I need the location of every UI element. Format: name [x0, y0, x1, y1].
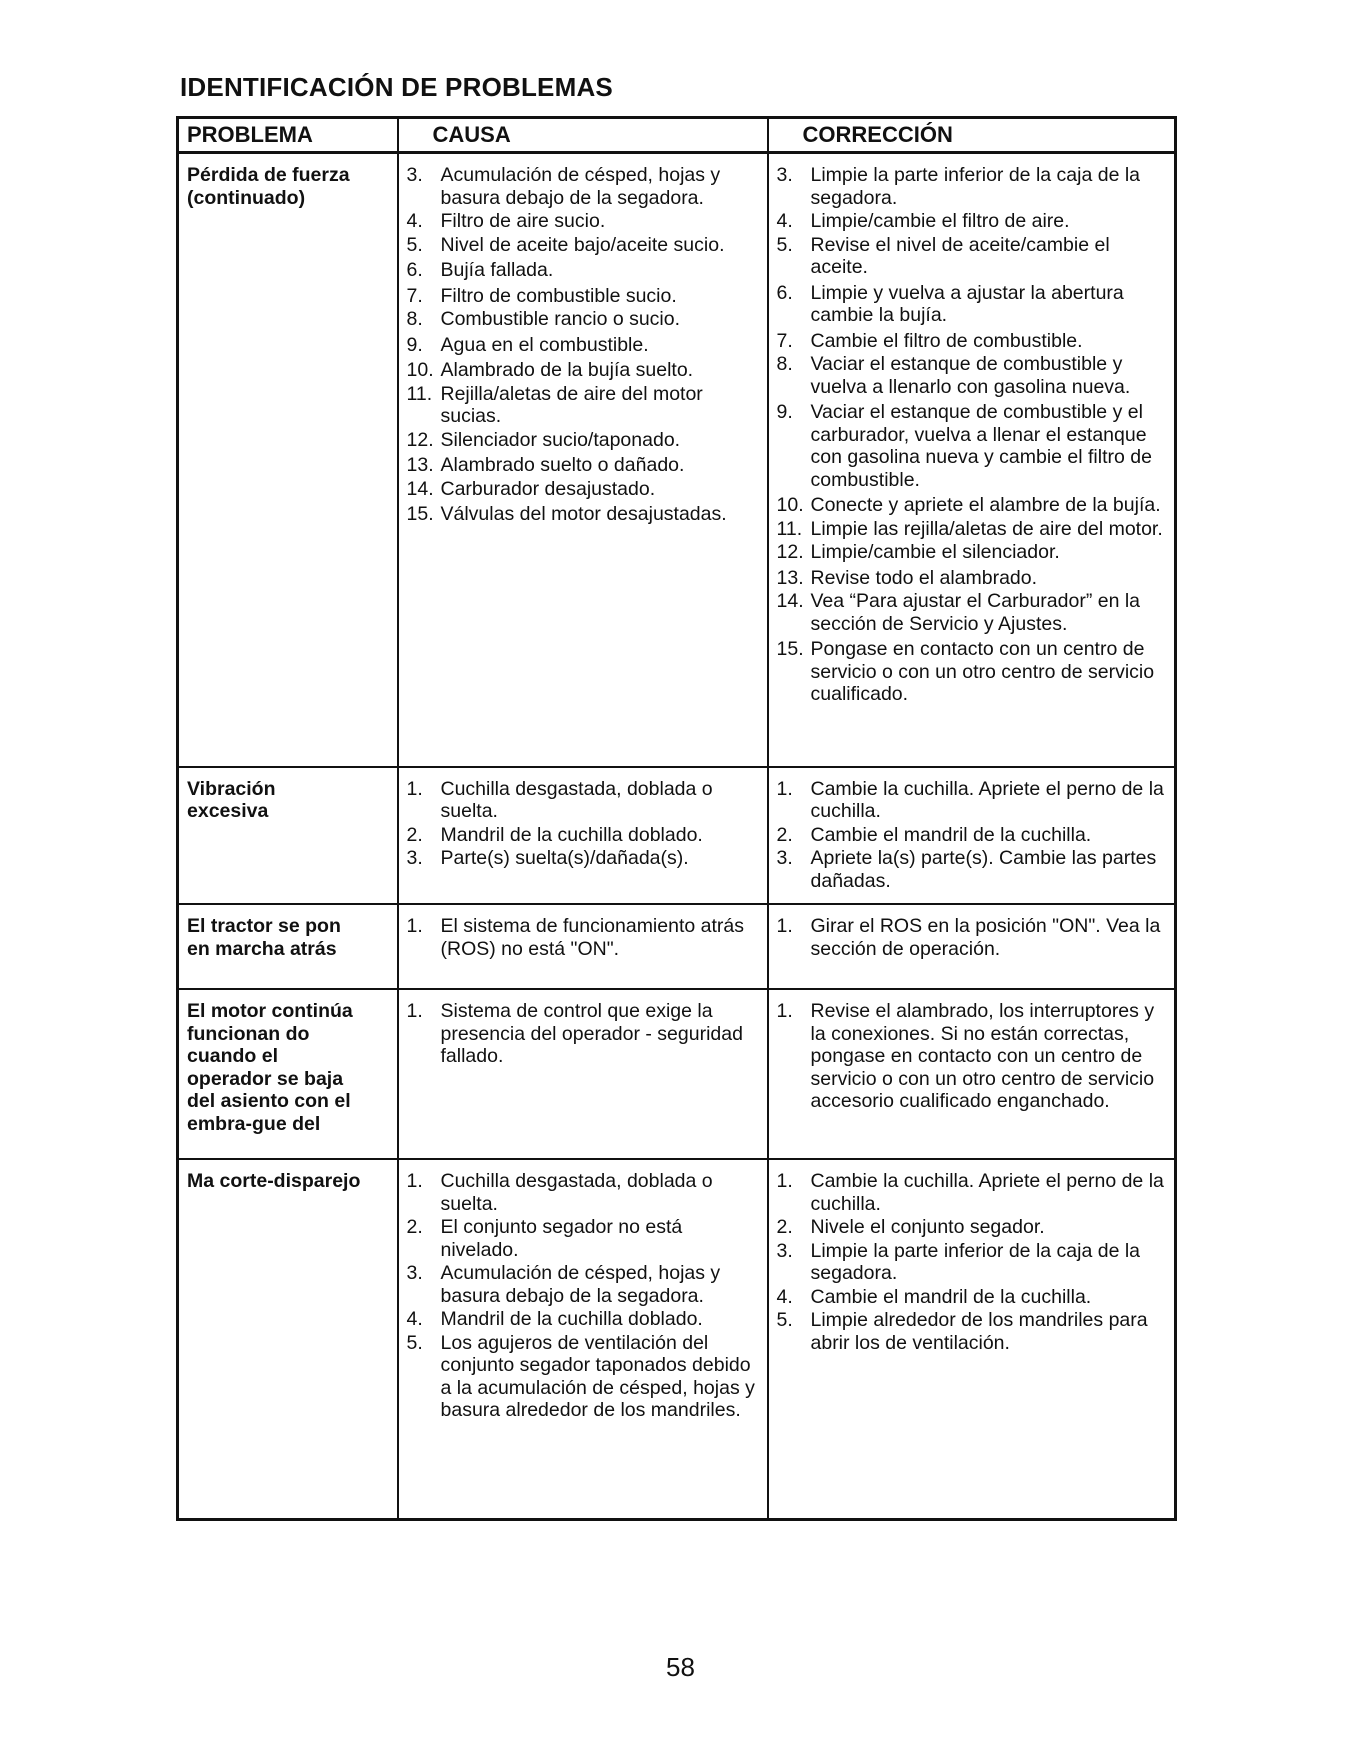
- item-text: Conecte y apriete el alambre de la bujía.: [810, 494, 1161, 516]
- fix-cell: [768, 989, 1176, 1159]
- cause-item: [407, 334, 761, 357]
- item-number: 9.: [406, 333, 423, 356]
- item-number: 3.: [776, 164, 793, 186]
- item-text: Girar el ROS en la posición "ON". Vea la sección de operación.: [810, 915, 1161, 960]
- fix-item: [777, 1216, 1169, 1239]
- item-text: Válvulas del motor desajustadas.: [440, 503, 727, 525]
- item-number: 7.: [776, 329, 793, 352]
- cause-item: [407, 210, 761, 233]
- item-text: El sistema de funcionamiento atrás (ROS) no está "ON".: [440, 915, 744, 960]
- header-fix: CORRECCIÓN: [768, 118, 1176, 153]
- fix-item: [777, 401, 1169, 491]
- item-number: 3.: [406, 847, 423, 869]
- fix-cell: [768, 1159, 1176, 1519]
- item-text: Cuchilla desgastada, doblada o suelta.: [440, 777, 713, 822]
- item-number: 9.: [776, 401, 793, 423]
- problem-cell: [178, 153, 398, 767]
- cause-item: [407, 824, 761, 847]
- item-text: Mandril de la cuchilla doblado.: [440, 823, 703, 846]
- cause-item: [407, 503, 761, 526]
- item-number: 10.: [776, 494, 804, 516]
- item-number: 14.: [776, 590, 804, 612]
- item-text: Limpie la parte inferior de la caja de la segadora.: [810, 164, 1141, 209]
- cause-item: [407, 234, 761, 257]
- cause-item: [407, 1170, 761, 1215]
- fix-item: [777, 210, 1169, 233]
- troubleshooting-table: [176, 116, 1177, 1521]
- fix-item: [777, 1309, 1169, 1354]
- table-header-row: [178, 118, 1176, 153]
- item-number: 3.: [406, 164, 423, 186]
- fix-item: [777, 915, 1169, 960]
- problem-text-line: del asiento con el: [187, 1090, 351, 1112]
- cause-item: [407, 778, 761, 823]
- item-number: 5.: [406, 233, 423, 256]
- problem-text-line: en marcha atrás: [187, 937, 337, 960]
- item-text: Alambrado suelto o dañado.: [440, 454, 685, 476]
- fix-cell: [768, 767, 1176, 905]
- item-number: 5.: [406, 1331, 423, 1354]
- item-number: 11.: [776, 517, 803, 540]
- page-number: 58: [666, 1652, 695, 1682]
- header-problem: PROBLEMA: [178, 118, 398, 153]
- item-number: 2.: [776, 1216, 793, 1238]
- item-text: Agua en el combustible.: [440, 333, 649, 356]
- cause-item: [407, 308, 761, 331]
- item-number: 4.: [406, 1308, 423, 1330]
- item-number: 5.: [776, 233, 793, 256]
- fix-item: [777, 1286, 1169, 1309]
- problem-text-line: Vibración: [187, 777, 276, 800]
- item-number: 12.: [406, 428, 434, 451]
- cause-cell: [398, 1159, 768, 1519]
- item-number: 15.: [406, 503, 434, 525]
- cause-item: [407, 359, 761, 382]
- table-body: [178, 153, 1176, 1520]
- table-row: [178, 1159, 1176, 1519]
- fix-item: [777, 590, 1169, 635]
- problem-cell: [178, 767, 398, 905]
- item-number: 15.: [776, 638, 804, 660]
- cause-item: [407, 383, 761, 428]
- item-number: 11.: [406, 382, 433, 405]
- fix-item: [777, 847, 1169, 892]
- item-number: 12.: [776, 541, 804, 563]
- item-number: 3.: [776, 847, 793, 869]
- cause-item: [407, 1332, 761, 1422]
- item-text: Cambie la cuchilla. Apriete el perno de la cuchilla.: [810, 777, 1164, 822]
- item-text: Cambie el mandril de la cuchilla.: [810, 823, 1092, 846]
- item-text: Sistema de control que exige la presencia del operador - seguridad fallado.: [440, 1000, 743, 1067]
- item-text: Acumulación de césped, hojas y basura debajo de la segadora.: [440, 164, 721, 209]
- problem-text-line: cuando el: [187, 1045, 279, 1067]
- cause-item: [407, 454, 761, 477]
- cause-cell: [398, 153, 768, 767]
- item-number: 1.: [406, 1000, 423, 1022]
- cause-item: [407, 1262, 761, 1307]
- item-text: Cambie el filtro de combustible.: [810, 329, 1083, 352]
- item-text: Nivele el conjunto segador.: [810, 1216, 1045, 1238]
- item-text: Limpie/cambie el silenciador.: [810, 541, 1060, 563]
- fix-cell: [768, 904, 1176, 989]
- item-number: 5.: [776, 1309, 793, 1331]
- cause-item: [407, 478, 761, 501]
- cause-item: [407, 915, 761, 960]
- item-text: Pongase en contacto con un centro de servicio o con un otro centro de servicio cualificado.: [810, 638, 1155, 705]
- fix-item: [777, 234, 1169, 279]
- item-text: Alambrado de la bujía suelto.: [440, 359, 694, 381]
- item-text: Combustible rancio o sucio.: [440, 308, 681, 330]
- item-number: 8.: [776, 353, 793, 375]
- item-number: 1.: [776, 1170, 793, 1192]
- item-number: 4.: [776, 210, 793, 232]
- fix-item: [777, 282, 1169, 327]
- item-number: 13.: [406, 454, 434, 476]
- fix-item: [777, 778, 1169, 823]
- problem-text-line: El motor continúa: [187, 1000, 353, 1022]
- item-text: Bujía fallada.: [440, 259, 554, 281]
- problem-text-line: Pérdida de fuerza: [187, 164, 350, 186]
- item-text: Cuchilla desgastada, doblada o suelta.: [440, 1170, 713, 1215]
- problem-text-line: operador se baja: [187, 1067, 344, 1090]
- item-text: El conjunto segador no está nivelado.: [440, 1216, 683, 1261]
- fix-item: [777, 330, 1169, 353]
- item-number: 1.: [406, 1170, 423, 1192]
- fix-item: [777, 638, 1169, 706]
- fix-item: [777, 353, 1169, 398]
- problem-cell: [178, 904, 398, 989]
- item-number: 2.: [776, 823, 793, 846]
- item-text: Filtro de combustible sucio.: [440, 284, 677, 307]
- item-number: 6.: [406, 259, 423, 281]
- fix-item: [777, 518, 1169, 541]
- problem-text-line: funcionan do: [187, 1022, 310, 1045]
- cause-item: [407, 259, 761, 282]
- item-text: Limpie alrededor de los mandriles para abrir los de ventilación.: [810, 1309, 1148, 1354]
- item-number: 10.: [406, 359, 434, 381]
- item-number: 1.: [776, 915, 793, 937]
- item-text: Limpie la parte inferior de la caja de la segadora.: [810, 1239, 1141, 1284]
- problem-cell: [178, 989, 398, 1159]
- header-cause: CAUSA: [398, 118, 768, 153]
- cause-item: [407, 164, 761, 209]
- item-text: Carburador desajustado.: [440, 477, 656, 500]
- problem-text-line: (continuado): [187, 186, 306, 209]
- fix-item: [777, 1000, 1169, 1113]
- cause-item: [407, 1000, 761, 1068]
- item-text: Cambie el mandril de la cuchilla.: [810, 1285, 1092, 1308]
- problem-cell: [178, 1159, 398, 1519]
- item-number: 1.: [776, 1000, 793, 1022]
- item-text: Revise el alambrado, los interruptores y la conexiones. Si no están correctas, pongase en contacto con un centro de servicio o con un otro centro de servicio accesorio cualificado enganchado.: [810, 1000, 1155, 1112]
- item-text: Apriete la(s) parte(s). Cambie las partes dañadas.: [810, 847, 1157, 892]
- cause-item: [407, 1308, 761, 1331]
- fix-item: [777, 164, 1169, 209]
- problem-text-line: Ma corte-disparejo: [187, 1170, 361, 1192]
- problem-text-line: excesiva: [187, 800, 269, 822]
- item-text: Parte(s) suelta(s)/dañada(s).: [440, 847, 689, 869]
- item-text: Acumulación de césped, hojas y basura debajo de la segadora.: [440, 1262, 721, 1307]
- item-number: 3.: [406, 1262, 423, 1284]
- cause-item: [407, 285, 761, 308]
- table-row: [178, 989, 1176, 1159]
- item-text: Revise el nivel de aceite/cambie el aceite.: [810, 233, 1110, 278]
- cause-item: [407, 1216, 761, 1261]
- item-number: 2.: [406, 823, 423, 846]
- fix-item: [777, 824, 1169, 847]
- problem-text-line: El tractor se pon: [187, 915, 341, 937]
- item-text: Vaciar el estanque de combustible y vuelva a llenarlo con gasolina nueva.: [810, 353, 1131, 398]
- table-row: [178, 767, 1176, 905]
- item-text: Nivel de aceite bajo/aceite sucio.: [440, 233, 725, 256]
- item-text: Limpie/cambie el filtro de aire.: [810, 210, 1070, 232]
- item-number: 4.: [406, 210, 423, 232]
- item-number: 1.: [776, 777, 793, 800]
- fix-item: [777, 567, 1169, 590]
- item-text: Silenciador sucio/taponado.: [440, 428, 681, 451]
- item-number: 14.: [406, 477, 434, 500]
- item-text: Filtro de aire sucio.: [440, 210, 606, 232]
- fix-item: [777, 1240, 1169, 1285]
- item-number: 8.: [406, 308, 423, 330]
- item-text: Limpie y vuelva a ajustar la abertura cambie la bujía.: [810, 281, 1124, 326]
- page-title: IDENTIFICACIÓN DE PROBLEMAS: [180, 72, 613, 102]
- cause-item: [407, 429, 761, 452]
- item-text: Vea “Para ajustar el Carburador” en la sección de Servicio y Ajustes.: [810, 590, 1141, 635]
- item-text: Limpie las rejilla/aletas de aire del motor.: [810, 517, 1163, 540]
- problem-text-line: embra-gue del: [187, 1112, 321, 1135]
- table-row: [178, 904, 1176, 989]
- table-row: [178, 153, 1176, 767]
- item-text: Los agujeros de ventilación del conjunto segador taponados debido a la acumulación de césped, hojas y basura alrededor de los mandriles.: [440, 1331, 755, 1421]
- item-number: 7.: [406, 284, 423, 307]
- fix-cell: [768, 153, 1176, 767]
- cause-cell: [398, 989, 768, 1159]
- fix-item: [777, 1170, 1169, 1215]
- fix-item: [777, 494, 1169, 517]
- item-text: Cambie la cuchilla. Apriete el perno de la cuchilla.: [810, 1170, 1164, 1215]
- item-text: Vaciar el estanque de combustible y el carburador, vuelva a llenar el estanque con gasolina nueva y cambie el filtro de combustible.: [810, 401, 1152, 491]
- item-number: 13.: [776, 566, 804, 589]
- item-number: 1.: [406, 915, 423, 937]
- item-text: Revise todo el alambrado.: [810, 566, 1038, 589]
- item-number: 3.: [776, 1239, 793, 1262]
- item-number: 2.: [406, 1216, 423, 1238]
- cause-cell: [398, 767, 768, 905]
- item-number: 1.: [406, 777, 423, 800]
- item-text: Rejilla/aletas de aire del motor sucias.: [440, 382, 703, 427]
- cause-cell: [398, 904, 768, 989]
- fix-item: [777, 541, 1169, 564]
- item-text: Mandril de la cuchilla doblado.: [440, 1308, 703, 1330]
- item-number: 4.: [776, 1285, 793, 1308]
- item-number: 6.: [776, 281, 793, 304]
- cause-item: [407, 847, 761, 870]
